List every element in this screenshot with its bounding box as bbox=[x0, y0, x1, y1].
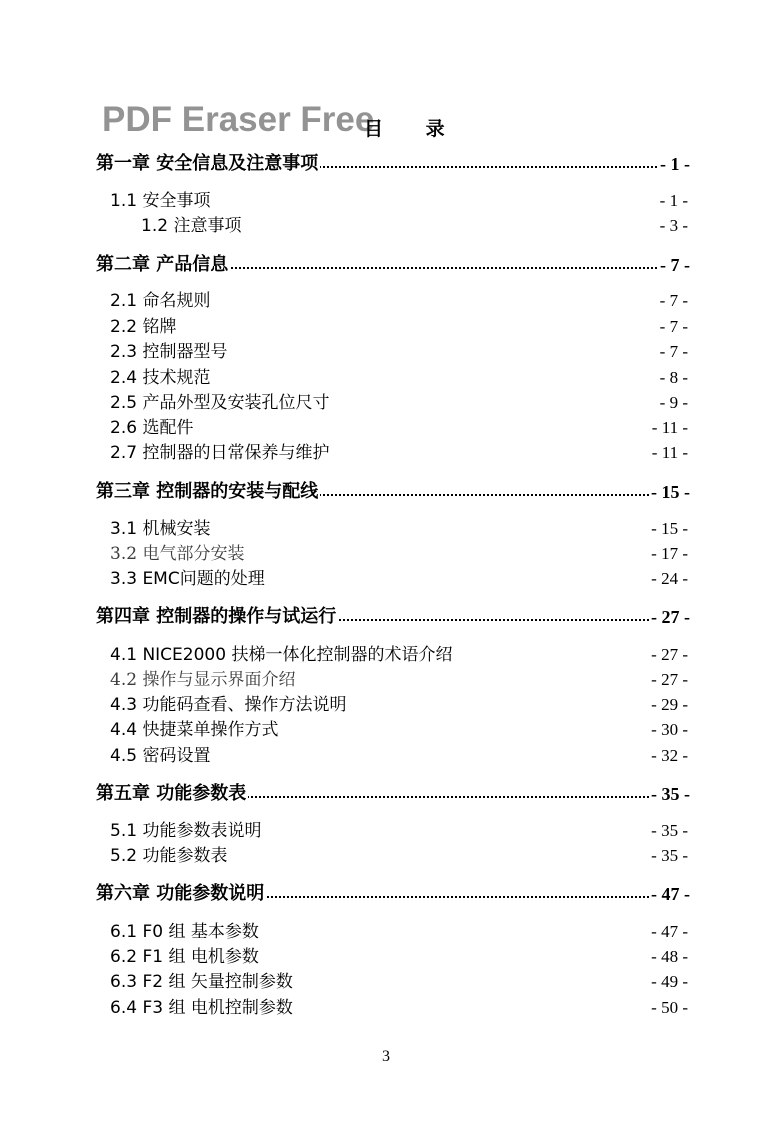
toc-entry[interactable] bbox=[0, 289, 772, 313]
entry-page-number: - 27 - bbox=[651, 645, 688, 664]
toc-entry[interactable] bbox=[0, 315, 772, 339]
entry-page-number: - 3 - bbox=[659, 216, 688, 235]
entry-page-number: - 27 - bbox=[651, 670, 688, 689]
entry-title: 2.4 技术规范 bbox=[110, 368, 211, 388]
page-number: 3 bbox=[382, 1048, 390, 1065]
toc-entry[interactable] bbox=[0, 844, 772, 868]
entry-title: 2.3 控制器型号 bbox=[110, 342, 228, 362]
entry-title: 3.3 EMC问题的处理 bbox=[110, 569, 265, 589]
toc-entry[interactable] bbox=[0, 718, 772, 742]
toc-entry[interactable] bbox=[0, 567, 772, 591]
toc-entry[interactable] bbox=[0, 340, 772, 364]
entry-title: 1.2 注意事项 bbox=[141, 216, 242, 236]
chapter-title: 第三章 控制器的安装与配线 bbox=[96, 481, 319, 502]
entry-title: 4.4 快捷菜单操作方式 bbox=[110, 720, 279, 740]
entry-page-number: - 30 - bbox=[651, 720, 688, 739]
entry-title: 5.1 功能参数表说明 bbox=[110, 821, 262, 841]
entry-title: 4.5 密码设置 bbox=[110, 746, 211, 766]
entry-title: 6.4 F3 组 电机控制参数 bbox=[110, 998, 293, 1018]
entry-page-number: - 11 - bbox=[651, 418, 688, 437]
entry-title: 2.5 产品外型及安装孔位尺寸 bbox=[110, 393, 330, 413]
toc-entry[interactable] bbox=[0, 366, 772, 390]
entry-title: 2.6 选配件 bbox=[110, 418, 194, 438]
watermark: PDF Eraser Free bbox=[102, 100, 375, 139]
chapter-page-number: - 47 - bbox=[651, 884, 690, 904]
toc-entry[interactable] bbox=[0, 643, 772, 667]
entry-page-number: - 11 - bbox=[651, 443, 688, 462]
entry-page-number: - 7 - bbox=[659, 317, 688, 336]
toc-entry[interactable] bbox=[0, 970, 772, 994]
entry-title: 4.3 功能码查看、操作方法说明 bbox=[110, 695, 347, 715]
entry-title: 6.3 F2 组 矢量控制参数 bbox=[110, 972, 293, 992]
toc-entry[interactable] bbox=[0, 693, 772, 717]
entry-page-number: - 7 - bbox=[659, 342, 688, 361]
toc-chapter-2[interactable] bbox=[0, 253, 772, 279]
chapter-page-number: - 15 - bbox=[651, 482, 690, 502]
toc-chapter-4[interactable] bbox=[0, 605, 772, 631]
chapter-title: 第五章 功能参数表 bbox=[96, 783, 247, 804]
entry-page-number: - 24 - bbox=[651, 569, 688, 588]
entry-title: 4.1 NICE2000 扶梯一体化控制器的术语介绍 bbox=[110, 645, 453, 665]
entry-title: 6.2 F1 组 电机参数 bbox=[110, 947, 259, 967]
toc-chapter-6[interactable] bbox=[0, 882, 772, 908]
toc-entry[interactable] bbox=[0, 819, 772, 843]
chapter-title: 第四章 控制器的操作与试运行 bbox=[96, 606, 337, 627]
entry-title: 3.1 机械安装 bbox=[110, 519, 211, 539]
entry-page-number: - 49 - bbox=[651, 972, 688, 991]
toc-entry[interactable] bbox=[0, 668, 772, 692]
entry-title: 2.1 命名规则 bbox=[110, 291, 211, 311]
entry-page-number: - 48 - bbox=[651, 947, 688, 966]
entry-page-number: - 47 - bbox=[651, 922, 688, 941]
toc-entry[interactable] bbox=[0, 542, 772, 566]
toc-entry[interactable] bbox=[0, 920, 772, 944]
entry-page-number: - 29 - bbox=[651, 695, 688, 714]
entry-title: 5.2 功能参数表 bbox=[110, 846, 228, 866]
entry-page-number: - 9 - bbox=[659, 393, 688, 412]
chapter-page-number: - 7 - bbox=[660, 255, 690, 275]
chapter-title: 第一章 安全信息及注意事项 bbox=[96, 153, 319, 174]
toc-entry[interactable] bbox=[0, 945, 772, 969]
toc-chapter-3[interactable] bbox=[0, 480, 772, 506]
entry-page-number: - 32 - bbox=[651, 746, 688, 765]
entry-page-number: - 50 - bbox=[651, 998, 688, 1017]
chapter-page-number: - 1 - bbox=[660, 154, 690, 174]
entry-title: 6.1 F0 组 基本参数 bbox=[110, 922, 259, 942]
toc-entry[interactable] bbox=[0, 416, 772, 440]
entry-page-number: - 35 - bbox=[651, 821, 688, 840]
chapter-page-number: - 35 - bbox=[651, 784, 690, 804]
toc-entry[interactable] bbox=[0, 189, 772, 213]
entry-page-number: - 35 - bbox=[651, 846, 688, 865]
entry-page-number: - 1 - bbox=[659, 191, 688, 210]
toc-entry[interactable] bbox=[0, 744, 772, 768]
entry-page-number: - 17 - bbox=[651, 544, 688, 563]
entry-page-number: - 7 - bbox=[659, 291, 688, 310]
toc-entry[interactable] bbox=[0, 517, 772, 541]
entry-title: 1.1 安全事项 bbox=[110, 191, 211, 211]
toc-entry[interactable] bbox=[0, 214, 772, 238]
chapter-title: 第六章 功能参数说明 bbox=[96, 883, 265, 904]
entry-page-number: - 8 - bbox=[659, 368, 688, 387]
page-title: 目 录 bbox=[364, 118, 463, 140]
toc-chapter-1[interactable] bbox=[0, 152, 772, 178]
toc-chapter-5[interactable] bbox=[0, 782, 772, 808]
toc-entry[interactable] bbox=[0, 996, 772, 1020]
chapter-title: 第二章 产品信息 bbox=[96, 254, 229, 275]
toc-entry[interactable] bbox=[0, 441, 772, 465]
entry-page-number: - 15 - bbox=[651, 519, 688, 538]
entry-title: 2.7 控制器的日常保养与维护 bbox=[110, 443, 330, 463]
entry-title: 3.2 电气部分安装 bbox=[110, 544, 245, 564]
chapter-page-number: - 27 - bbox=[651, 607, 690, 627]
entry-title: 2.2 铭牌 bbox=[110, 317, 177, 337]
toc-entry[interactable] bbox=[0, 391, 772, 415]
entry-title: 4.2 操作与显示界面介绍 bbox=[110, 670, 296, 690]
